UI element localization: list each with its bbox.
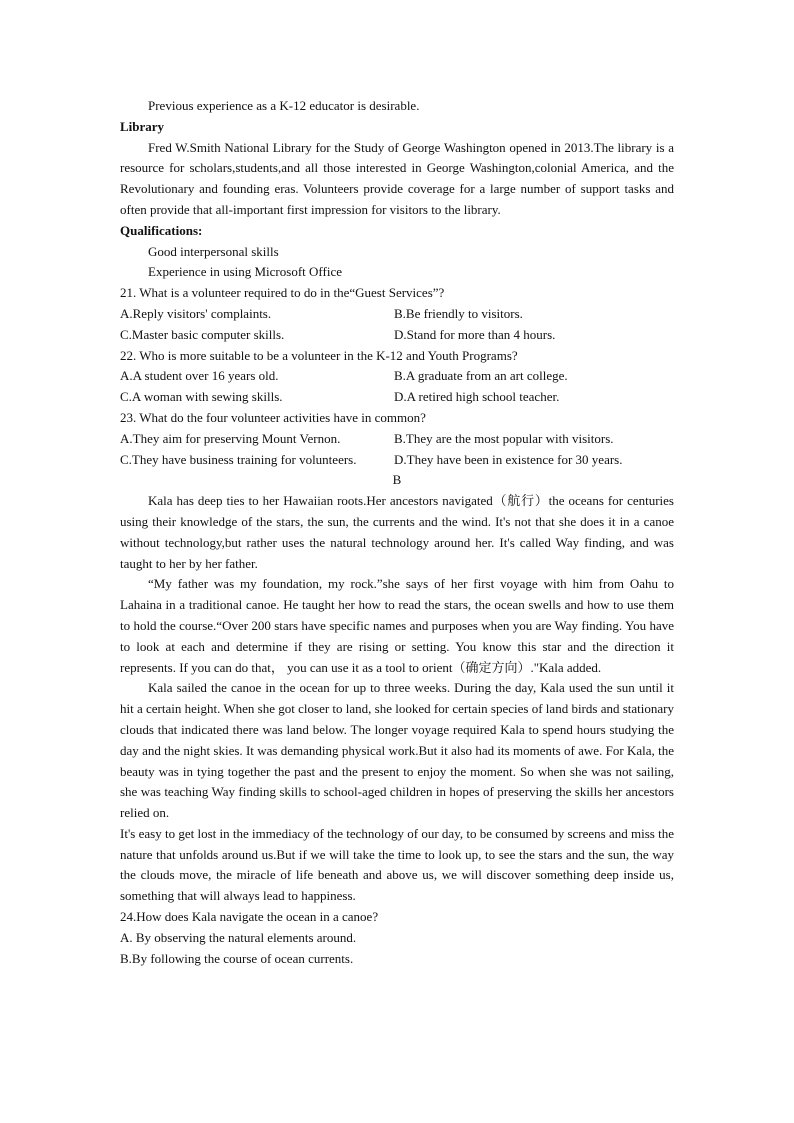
qualifications-heading: Qualifications: — [120, 222, 203, 238]
option-b: B.Be friendly to visitors. — [394, 305, 523, 321]
passage-paragraph: “My father was my foundation, my rock.”she says of her first voyage with him from Oahu to Lahaina in a traditional canoe. He taught her how to read the stars, the ocean swells and how to use them to hold the course.“Over 200 stars have specific names and purposes when you are Way finding. You have to look at each and determine if they are rising or setting. You know this star and the direction it represents. If you can do that， you can use it as a tool to orient（确定方向）."Kala added. — [120, 576, 674, 675]
option-d: D.Stand for more than 4 hours. — [394, 326, 556, 342]
question-23-stem: 23. What do the four volunteer activities have in common? — [120, 409, 426, 425]
passage-paragraph: Kala sailed the canoe in the ocean for up to three weeks. During the day, Kala used the sun until it hit a certain height. When she got closer to land, she looked for certain species of land birds and stationary clouds that indicated there was land below. The longer voyage required Kala to spend hours studying the day and the night skies. It was demanding physical work.But it also had its moments of awe. For Kala, the beauty was in tying together the past and the present to enjoy the moment. So when she was not sailing, she was teaching Way finding skills to school-aged children in hopes of preserving the skills her ancestors relied on. — [120, 680, 674, 821]
library-description: Fred W.Smith National Library for the Study of George Washington opened in 2013.The library is a resource for scholars,students,and all those interested in George Washington,colonial America, and the Revolutionary and founding eras. Volunteers provide coverage for a large number of support tasks and often provide that all-important first impression for visitors to the library. — [120, 139, 674, 217]
option-b: B.A graduate from an art college. — [394, 368, 568, 384]
question-22-options — [120, 387, 674, 408]
question-21-stem: 21. What is a volunteer required to do in the“Guest Services”? — [120, 285, 445, 301]
passage-paragraph: Kala has deep ties to her Hawaiian roots.Her ancestors navigated（航行）the oceans for centuries using their knowledge of the stars, the sun, the currents and the wind. It's not that she does it in a canoe without technology,but rather uses the natural technology around her. It's called Way finding, and was taught to her by her father. — [120, 493, 674, 571]
option-d: D.A retired high school teacher. — [394, 389, 560, 405]
qualification-item: Experience in using Microsoft Office — [148, 264, 342, 280]
question-24-stem: 24.How does Kala navigate the ocean in a canoe? — [120, 909, 379, 925]
library-heading: Library — [120, 118, 165, 134]
lead-text: Previous experience as a K-12 educator is desirable. — [148, 98, 420, 113]
question-22-options — [120, 366, 674, 387]
option-c: C.A woman with sewing skills. — [120, 389, 283, 405]
option-c: C.They have business training for volunteers. — [120, 451, 357, 467]
option-a: A. By observing the natural elements around. — [120, 929, 357, 945]
option-d: D.They have been in existence for 30 years. — [394, 451, 623, 467]
option-c: C.Master basic computer skills. — [120, 326, 285, 342]
option-b: B.They are the most popular with visitors. — [394, 430, 614, 446]
question-21-options — [120, 304, 674, 325]
option-a: A.Reply visitors' complaints. — [120, 305, 272, 321]
passage-closing: It's easy to get lost in the immediacy of the technology of our day, to be consumed by screens and miss the nature that unfolds around us.But if we will take the time to look up, to see the stars and the sun, the way the clouds move, the miracle of life beneath and above us, we will discover something deep inside us, something that will always lead to happiness. — [120, 825, 674, 904]
question-21-options — [120, 325, 674, 346]
option-b: B.By following the course of ocean currents. — [120, 950, 354, 966]
document-page — [120, 96, 674, 969]
option-a: A.A student over 16 years old. — [120, 368, 279, 384]
question-23-options — [120, 429, 674, 450]
option-a: A.They aim for preserving Mount Vernon. — [120, 430, 341, 446]
qualification-item: Good interpersonal skills — [148, 243, 279, 259]
question-22-stem: 22. Who is more suitable to be a volunteer in the K-12 and Youth Programs? — [120, 347, 518, 363]
question-23-options — [120, 450, 674, 471]
section-label: B — [392, 472, 402, 488]
